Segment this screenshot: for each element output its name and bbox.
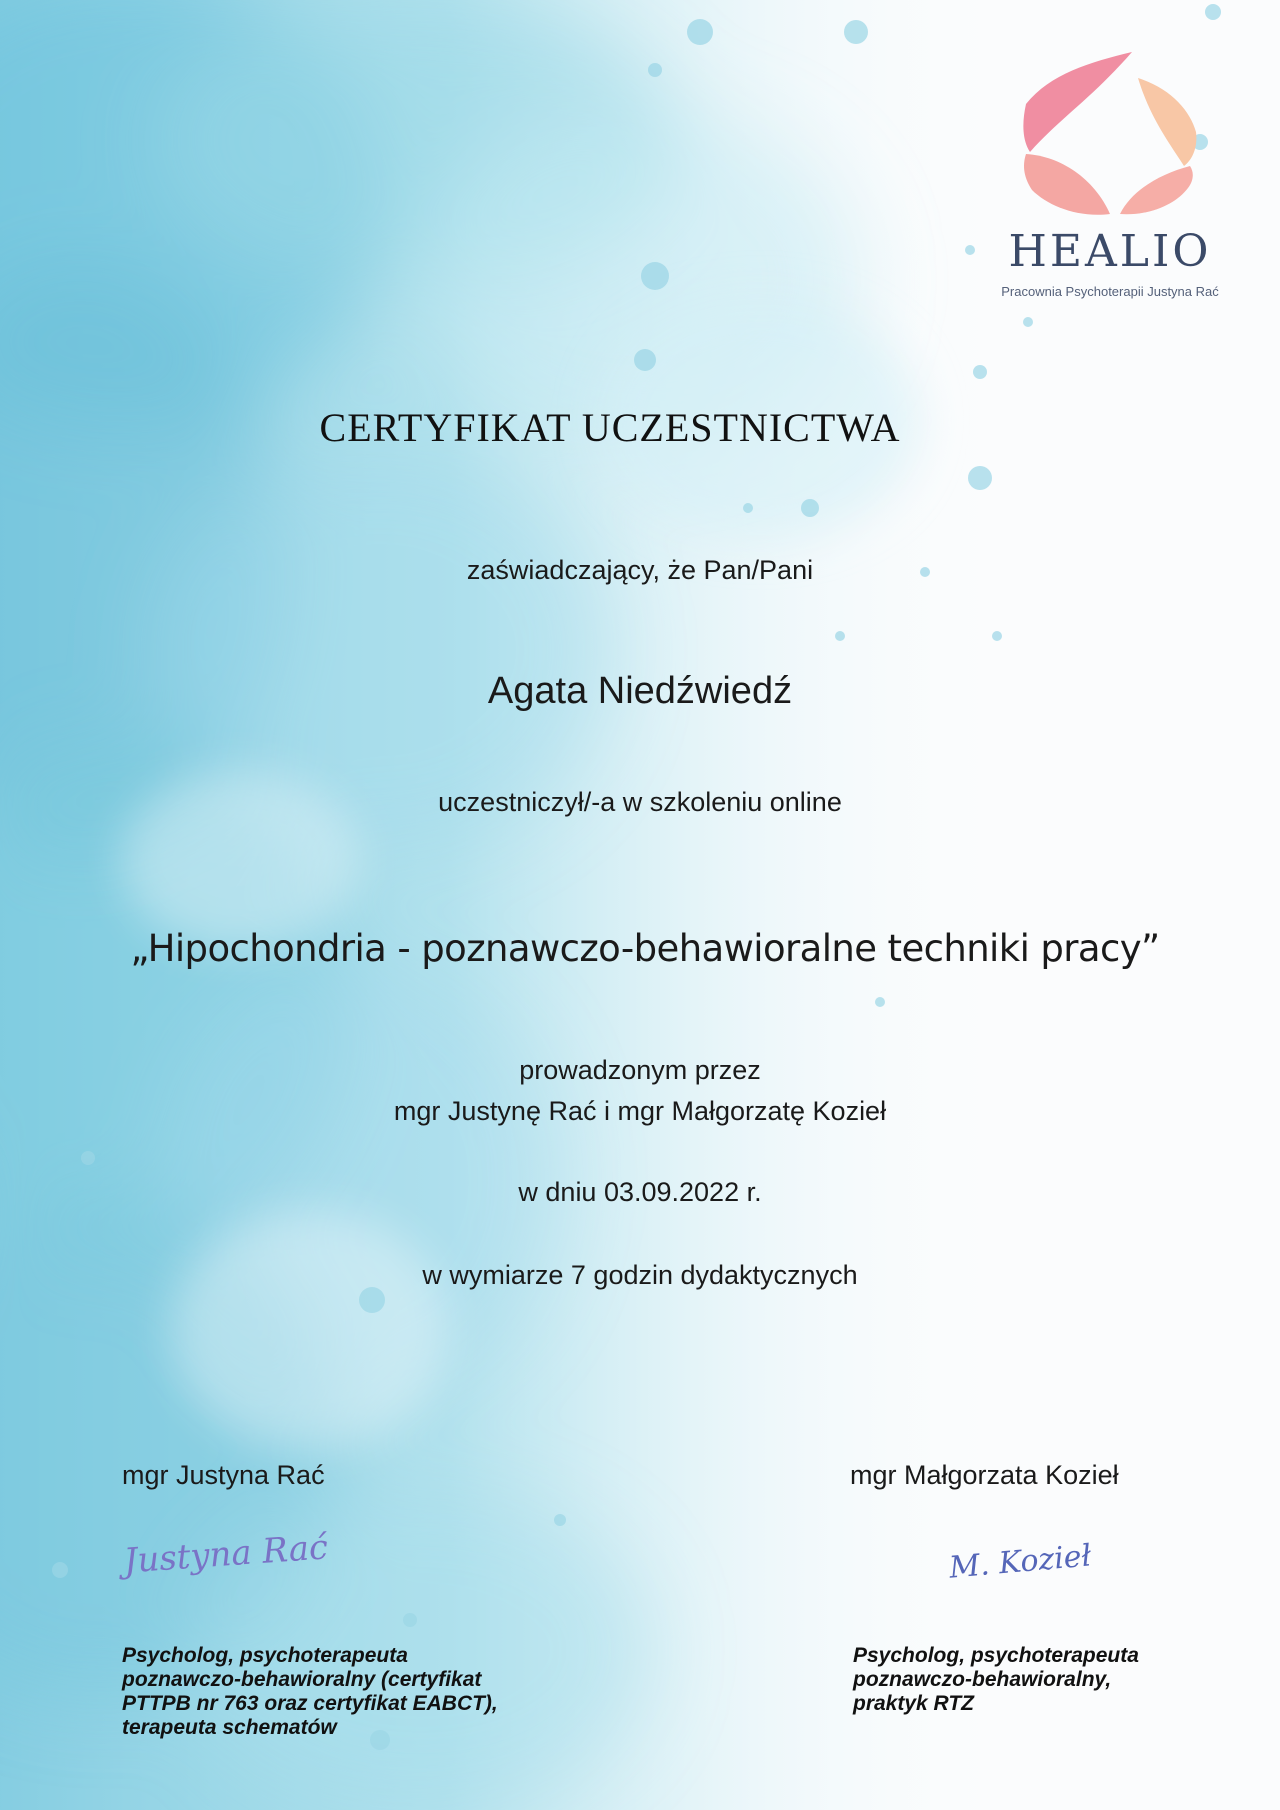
- signatory-right: [850, 1460, 1250, 1491]
- participant-name: Agata Niedźwiedź: [487, 670, 793, 712]
- title-line: terapeuta schematów: [122, 1716, 337, 1739]
- title-line: poznawczo-behawioralny (certyfikat: [122, 1668, 482, 1691]
- date-line: w dniu 03.09.2022 r.: [518, 1177, 762, 1207]
- instructors-line: mgr Justynę Rać i mgr Małgorzatę Kozieł: [393, 1096, 887, 1126]
- signatory-name: mgr Justyna Rać: [122, 1460, 325, 1490]
- course-title: „Hipochondria - poznawczo-behawioralne techniki pracy”: [130, 927, 1160, 970]
- signature-justyna-rac: [118, 1520, 348, 1590]
- title-line: Psycholog, psychoterapeuta: [122, 1644, 408, 1667]
- title-line: PTTPB nr 763 oraz certyfikat EABCT),: [122, 1692, 498, 1715]
- signature-m-koziel: [945, 1522, 1095, 1592]
- signatory-name: mgr Małgorzata Kozieł: [850, 1460, 1119, 1490]
- led-by-line: prowadzonym przez: [519, 1055, 761, 1085]
- title-line: praktyk RTZ: [853, 1692, 974, 1715]
- logo-wordmark: HEALIO: [1008, 226, 1212, 277]
- intro-line: zaświadczający, że Pan/Pani: [466, 555, 814, 585]
- signature-text: M. Kozieł: [947, 1538, 1093, 1586]
- signatory-right-title: [853, 1644, 1253, 1716]
- logo-subtitle: Pracownia Psychoterapii Justyna Rać: [1001, 284, 1219, 299]
- signature-text: Justyna Rać: [122, 1527, 330, 1582]
- healio-logo: [960, 48, 1260, 318]
- participation-line: uczestniczył/-a w szkoleniu online: [438, 787, 842, 817]
- title-line: Psycholog, psychoterapeuta: [853, 1644, 1139, 1667]
- title-line: poznawczo-behawioralny,: [853, 1668, 1112, 1691]
- certificate-title: CERTYFIKAT UCZESTNICTWA: [319, 405, 901, 450]
- lotus-petals-icon: [1020, 48, 1200, 218]
- hours-line: w wymiarze 7 godzin dydaktycznych: [422, 1260, 858, 1290]
- signatory-left-title: [122, 1644, 642, 1740]
- signatory-left: [122, 1460, 642, 1491]
